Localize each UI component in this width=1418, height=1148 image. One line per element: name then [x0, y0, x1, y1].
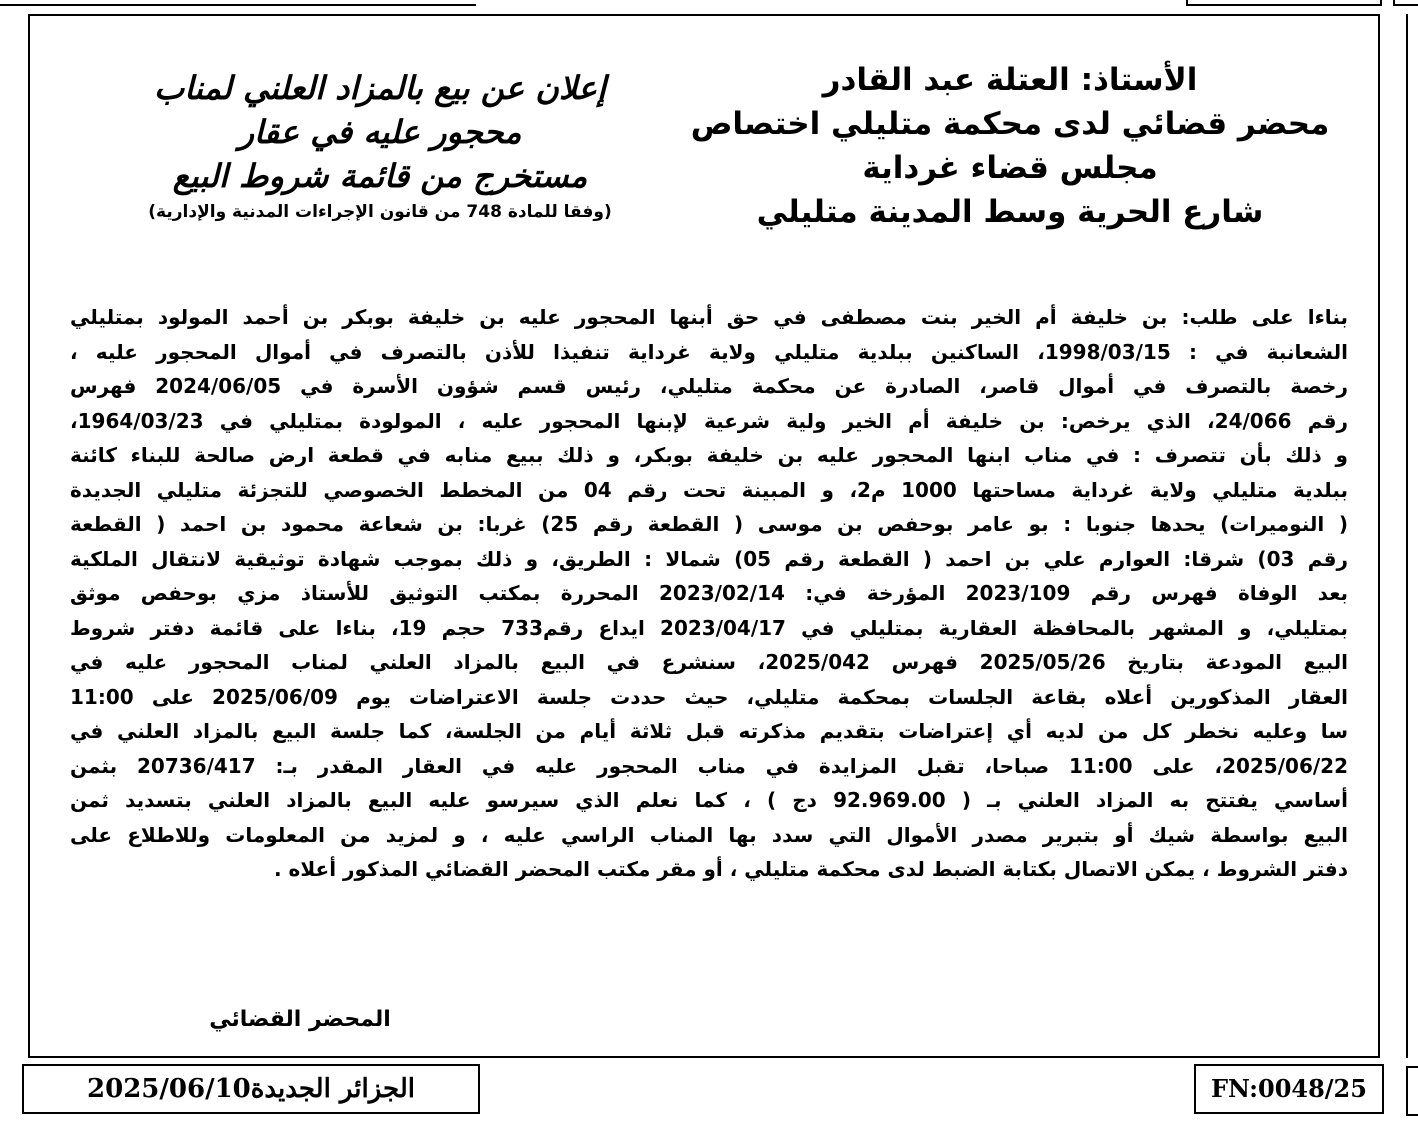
- body-line-4: رقم 24/066، الذي يرخص: بن خليفة أم الخير ولية شرعية لإبنها المحجور عليه ، المولودة بمتليلي في 1964/03/23،: [70, 408, 1348, 433]
- announcement-body: [70, 300, 1348, 887]
- body-line-9: بعد الوفاة فهرس رقم 2023/109 المؤرخة في: 2023/02/14 المحررة بمكتب التوثيق للأستاذ مزي بوحفص موثق: [70, 581, 1348, 605]
- body-line-7: ( النوميرات) يحدها جنوبا : بو عامر بوحفص بن موسى ( القطعة رقم 25) غربا: بن شعاعة محمود بن احمد ( القطعة: [70, 512, 1348, 536]
- body-line-6: ببلدية متليلي ولاية غرداية مساحتها 1000 م2، و المبينة تحت رقم 04 من المخطط الخصوصي للتجزئة متليلي الجديدة: [70, 477, 1348, 502]
- title-line-1: إعلان عن بيع بالمزاد العلني لمناب: [154, 69, 606, 107]
- top-box-fragment: [1186, 0, 1382, 6]
- body-line-16: البيع بواسطة شيك أو بتبرير مصدر الأموال التي سدد بها المناب الراسي عليه ، و لمزيد من المعلومات وللاطلاع على: [70, 822, 1348, 847]
- body-line-11: البيع المودعة بتاريخ 2025/05/26 فهرس 2025/042، سنشرع في البيع بالمزاد العلني لمناب المحجور عليه في: [70, 650, 1348, 674]
- file-number-box: FN:0048/25: [1194, 1064, 1384, 1114]
- legal-reference-note: (وفقا للمادة 748 من قانون الإجراءات المدنية والإدارية): [148, 202, 612, 222]
- body-line-14: 2025/06/22، على 11:00 صباحا، تقبل المزايدة في مناب المحجور عليه في العقار المقدر بـ: 20736/417 بثمن: [70, 753, 1348, 778]
- body-line-8: رقم 03) شرقا: العوارم علي بن احمد ( القطعة رقم 05) شمالا : الطريق، و ذلك بموجب شهادة توثيقية لانتقال الملكية: [70, 546, 1348, 571]
- top-border-fragment: [0, 0, 476, 6]
- bailiff-jurisdiction: مجلس قضاء غرداية: [862, 150, 1158, 186]
- body-line-17: دفتر الشروط ، يمكن الاتصال بكتابة الضبط لدى محكمة متليلي ، أو مقر مكتب المحضر القضائي المذكور أعلاه .: [274, 857, 1348, 881]
- body-line-13: سا وعليه نخطر كل من لديه أي إعتراضات بتقديم مذكرته قبل ثلاثة أيام من الجلسة، كما جلسة البيع بالمزاد العلني في: [70, 719, 1348, 743]
- body-line-10: بمتليلي، و المشهر بالمحافظة العقارية بمتليلي في 2023/04/17 ايداع رقم733 حجم 19، بناءا على قائمة دفتر شروط: [70, 615, 1348, 640]
- announcement-title: [70, 66, 690, 226]
- signature: المحضر القضائي: [209, 1007, 391, 1032]
- adjacent-column-border: [1406, 14, 1408, 1058]
- body-line-5: و ذلك بأن تتصرف : في مناب ابنها المحجور عليه بن خليفة بوبكر، و ذلك ببيع منابه في قطعة ارض صالحة للبناء كائنة: [70, 443, 1348, 467]
- body-line-1: بناءا على طلب: بن خليفة أم الخير بنت مصطفى في حق أبنها المحجور عليه بن خليفة بوبكر بن أحمد المولود بمتليلي: [70, 305, 1348, 329]
- bailiff-header: [690, 58, 1330, 234]
- body-line-12: العقار المذكورين أعلاه بقاعة الجلسات بمحكمة متليلي، حيث حددت جلسة الاعتراضات يوم 2025/06/09 على 11:00: [70, 684, 1348, 709]
- bailiff-address: شارع الحرية وسط المدينة متليلي: [756, 194, 1264, 230]
- body-line-3: رخصة بالتصرف في أموال قاصر، الصادرة عن محكمة متليلي، رئيس قسم شؤون الأسرة في 2024/06/05 فهرس: [70, 374, 1348, 398]
- bailiff-title: محضر قضائي لدى محكمة متليلي اختصاص: [690, 106, 1330, 142]
- title-line-2: محجور عليه في عقار: [238, 113, 522, 151]
- adjacent-box-fragment: [1406, 1066, 1418, 1116]
- body-line-15: أساسي يفتتح به المزاد العلني بـ ( 92.969.00 دج ) ، كما نعلم الذي سيرسو عليه البيع بالمزاد العلني بتسديد ثمن: [70, 788, 1348, 812]
- newspaper-date-box: الجزائر الجديدة2025/06/10: [22, 1064, 480, 1114]
- title-line-3: مستخرج من قائمة شروط البيع: [172, 157, 588, 195]
- bailiff-name: الأستاذ: العتلة عبد القادر: [822, 62, 1198, 98]
- top-right-fragment: [1393, 0, 1418, 6]
- body-line-2: الشعانبة في : 1998/03/15، الساكنين ببلدية متليلي ولاية غرداية تنفيذا للأذن بالتصرف في أموال المحجور عليه ،: [70, 339, 1348, 364]
